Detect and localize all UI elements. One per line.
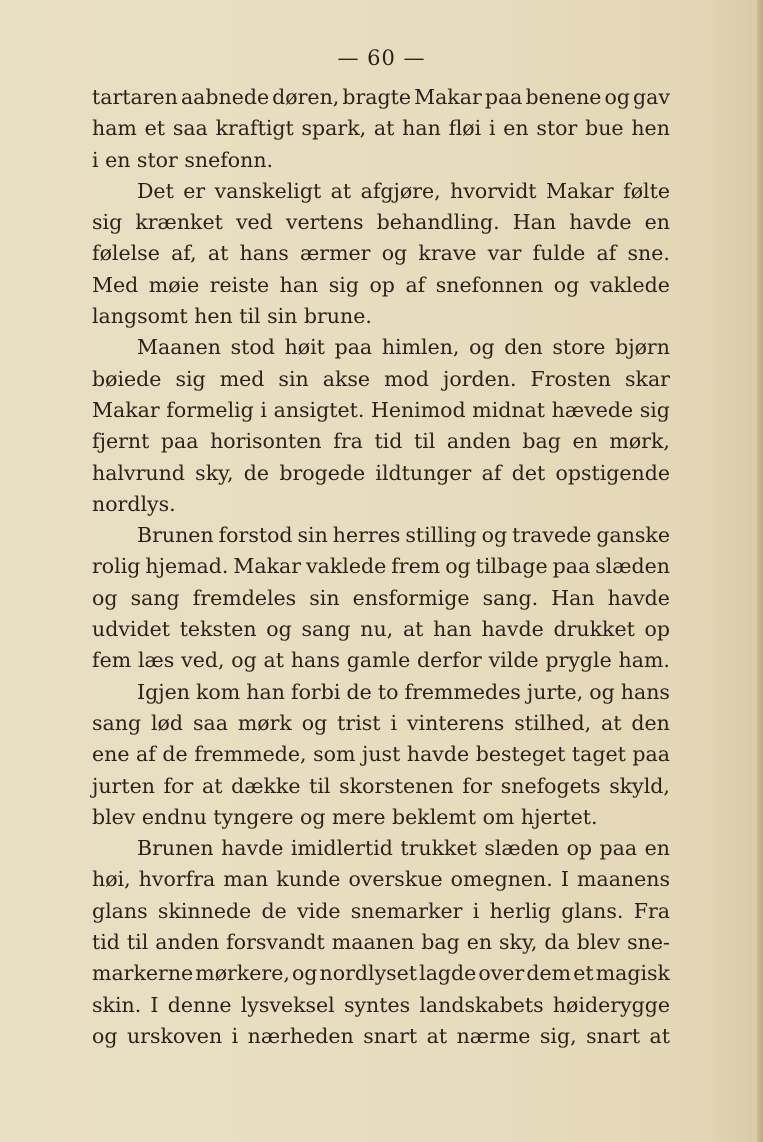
text-line: nordlys. [92,491,176,516]
text-line: halvrund sky, de brogede ildtunger af det opstigende [92,460,670,485]
text-line: langsomt hen til sin brune. [92,304,372,329]
text-line: høi, hvorfra man kunde overskue omegnen. I maanens [92,867,670,892]
page-edge [757,0,763,1142]
text-line: Makar formelig i ansigtet. Henimod midnat hævede sig [92,397,670,422]
text-line: markerne mørkere, og nordlyset lagde over dem et magisk [92,961,670,986]
text-line: og sang fremdeles sin ensformige sang. Han havde [92,585,670,610]
text-line: bøiede sig med sin akse mod jorden. Frosten skar [92,366,670,391]
text-line: og urskoven i nærheden snart at nærme sig, snart at [92,1023,670,1048]
text-line: udvidet teksten og sang nu, at han havde drukket op [92,617,670,642]
text-line: Det er vanskeligt at afgjøre, hvorvidt Makar følte [137,178,670,203]
text-line: Brunen havde imidlertid trukket slæden op paa en [137,836,670,861]
text-line: fjernt paa horisonten fra tid til anden bag en mørk, [92,429,670,454]
text-line: rolig hjemad. Makar vaklede frem og tilbage paa slæden [92,554,670,579]
text-line: i en stor snefonn. [92,147,274,172]
text-line: Med møie reiste han sig op af snefonnen og vaklede [92,272,670,297]
text-line: Maanen stod høit paa himlen, og den store bjørn [137,335,670,360]
text-line: skin. I denne lysveksel syntes landskabets høiderygge [92,992,670,1017]
text-line: jurten for at dække til skorstenen for snefogets skyld, [92,773,670,798]
text-line: blev endnu tyngere og mere beklemt om hjertet. [92,804,598,829]
body-text [92,82,670,1052]
text-line: ham et saa kraftigt spark, at han fløi i en stor bue hen [92,116,670,141]
text-line: glans skinnede de vide snemarker i herlig glans. Fra [92,898,670,923]
text-line: sang lød saa mørk og trist i vinterens stilhed, at den [92,710,670,735]
text-line: tartaren aabnede døren, bragte Makar paa benene og gav [92,85,670,109]
text-line: tid til anden forsvandt maanen bag en sky, da blev sne- [92,930,670,955]
text-line: Brunen forstod sin herres stilling og travede ganske [137,523,670,548]
text-line: sig krænket ved vertens behandling. Han havde en [92,210,670,235]
text-line: følelse af, at hans ærmer og krave var fulde af sne. [92,241,670,266]
text-line: ene af de fremmede, som just havde besteget taget paa [92,742,670,767]
text-line: fem læs ved, og at hans gamle derfor vilde prygle ham. [92,648,670,673]
page-number: — 60 — [337,46,426,70]
text-line: Igjen kom han forbi de to fremmedes jurte, og hans [137,679,670,704]
